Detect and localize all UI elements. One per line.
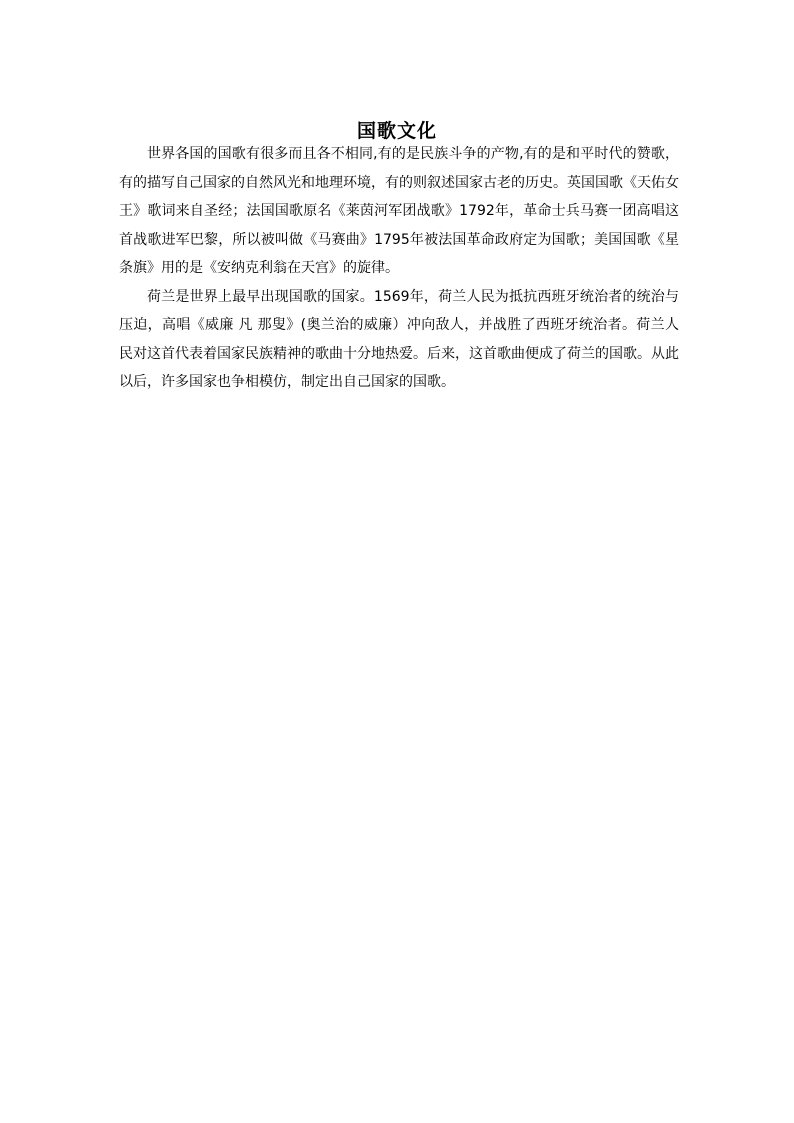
paragraph-2: 荷兰是世界上最早出现国歌的国家。1569年，荷兰人民为抵抗西班牙统治者的统治与压迫，高唱《威廉 凡 那叟》(奥兰治的威廉）冲向敌人，并战胜了西班牙统治者。荷兰人民对这首代表着国家民族精神的歌曲十分地热爱。后来，这首歌曲便成了荷兰的国歌。从此以后，许多国家也争相模仿，制定出自己国家的国歌。 xyxy=(119,288,679,390)
document-body xyxy=(119,140,679,397)
document-title: 国歌文化 xyxy=(356,119,437,142)
paragraph-1: 世界各国的国歌有很多而且各不相同,有的是民族斗争的产物,有的是和平时代的赞歌，有的描写自己国家的自然风光和地理环境，有的则叙述国家古老的历史。英国国歌《天佑女王》歌词来自圣经；法国国歌原名《莱茵河军团战歌》1792年，革命士兵马赛一团高唱这首战歌进军巴黎，所以被叫做《马赛曲》1795年被法国革命政府定为国歌；美国国歌《星条旗》用的是《安纳克利翁在天宫》的旋律。 xyxy=(119,146,679,276)
